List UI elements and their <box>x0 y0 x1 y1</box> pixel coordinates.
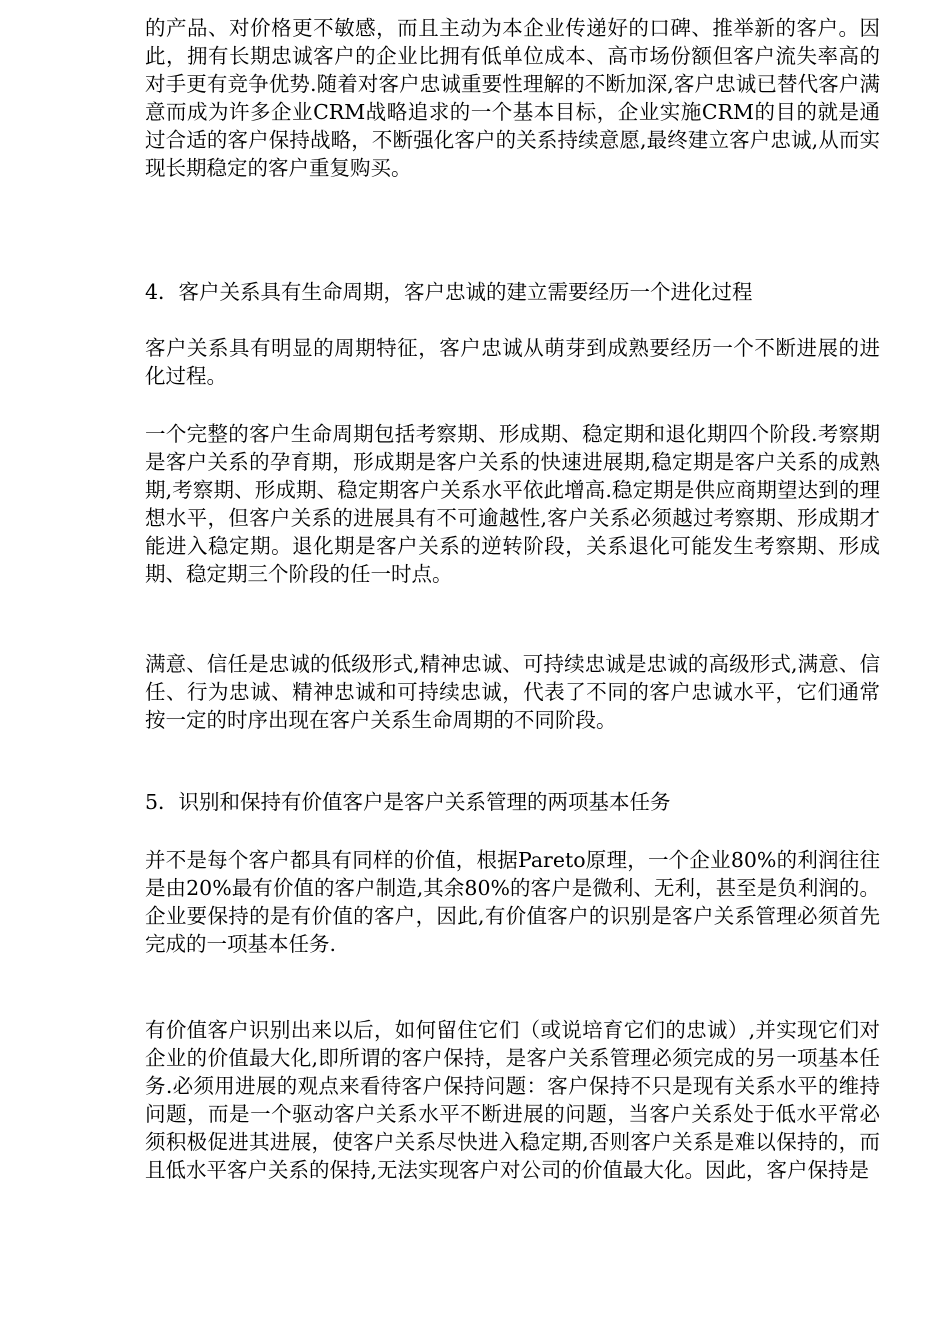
paragraph-customer-retention: 有价值客户识别出来以后，如何留住它们（或说培育它们的忠诚）,并实现它们对企业的价值最大化,即所谓的客户保持，是客户关系管理必须完成的另一项基本任务.必须用进展的观点来看待客户保持问题：客户保持不只是现有关系水平的维持问题，而是一个驱动客户关系水平不断进展的问题，当客户关系处于低水平常必须积极促进其进展，使客户关系尽快进入稳定期,否则客户关系是难以保持的，而且低水平客户关系的保持,无法实现客户对公司的价值最大化。因此，客户保持是 <box>145 1018 880 1182</box>
paragraph-relationship-cycle: 客户关系具有明显的周期特征，客户忠诚从萌芽到成熟要经历一个不断进展的进化过程。 <box>145 336 880 388</box>
paragraph-customer-loyalty-advantage: 的产品、对价格更不敏感，而且主动为本企业传递好的口碑、推举新的客户。因此，拥有长期忠诚客户的企业比拥有低单位成本、高市场份额但客户流失率高的对手更有竞争优势.随着对客户忠诚重要性理解的不断加深,客户忠诚已替代客户满意而成为许多企业CRM战略追求的一个基本目标，企业实施CRM的目的就是通过合适的客户保持战略，不断强化客户的关系持续意愿,最终建立客户忠诚,从而实现长期稳定的客户重复购买。 <box>145 16 880 180</box>
section-heading-4: 4．客户关系具有生命周期，客户忠诚的建立需要经历一个进化过程 <box>145 280 753 304</box>
paragraph-pareto-principle: 并不是每个客户都具有同样的价值，根据Pareto原理，一个企业80%的利润往往是由20%最有价值的客户制造,其余80%的客户是微利、无利，甚至是负利润的。企业要保持的是有价值的客户，因此,有价值客户的识别是客户关系管理必须首先完成的一项基本任务. <box>145 848 880 956</box>
paragraph-loyalty-levels: 满意、信任是忠诚的低级形式,精神忠诚、可持续忠诚是忠诚的高级形式,满意、信任、行为忠诚、精神忠诚和可持续忠诚，代表了不同的客户忠诚水平，它们通常按一定的时序出现在客户关系生命周期的不同阶段。 <box>145 652 880 732</box>
section-heading-5: 5．识别和保持有价值客户是客户关系管理的两项基本任务 <box>145 790 671 814</box>
paragraph-lifecycle-stages: 一个完整的客户生命周期包括考察期、形成期、稳定期和退化期四个阶段.考察期是客户关系的孕育期，形成期是客户关系的快速进展期,稳定期是客户关系的成熟期,考察期、形成期、稳定期客户关系水平依此增高.稳定期是供应商期望达到的理想水平，但客户关系的进展具有不可逾越性,客户关系必须越过考察期、形成期才能进入稳定期。退化期是客户关系的逆转阶段，关系退化可能发生考察期、形成期、稳定期三个阶段的任一时点。 <box>145 422 880 586</box>
